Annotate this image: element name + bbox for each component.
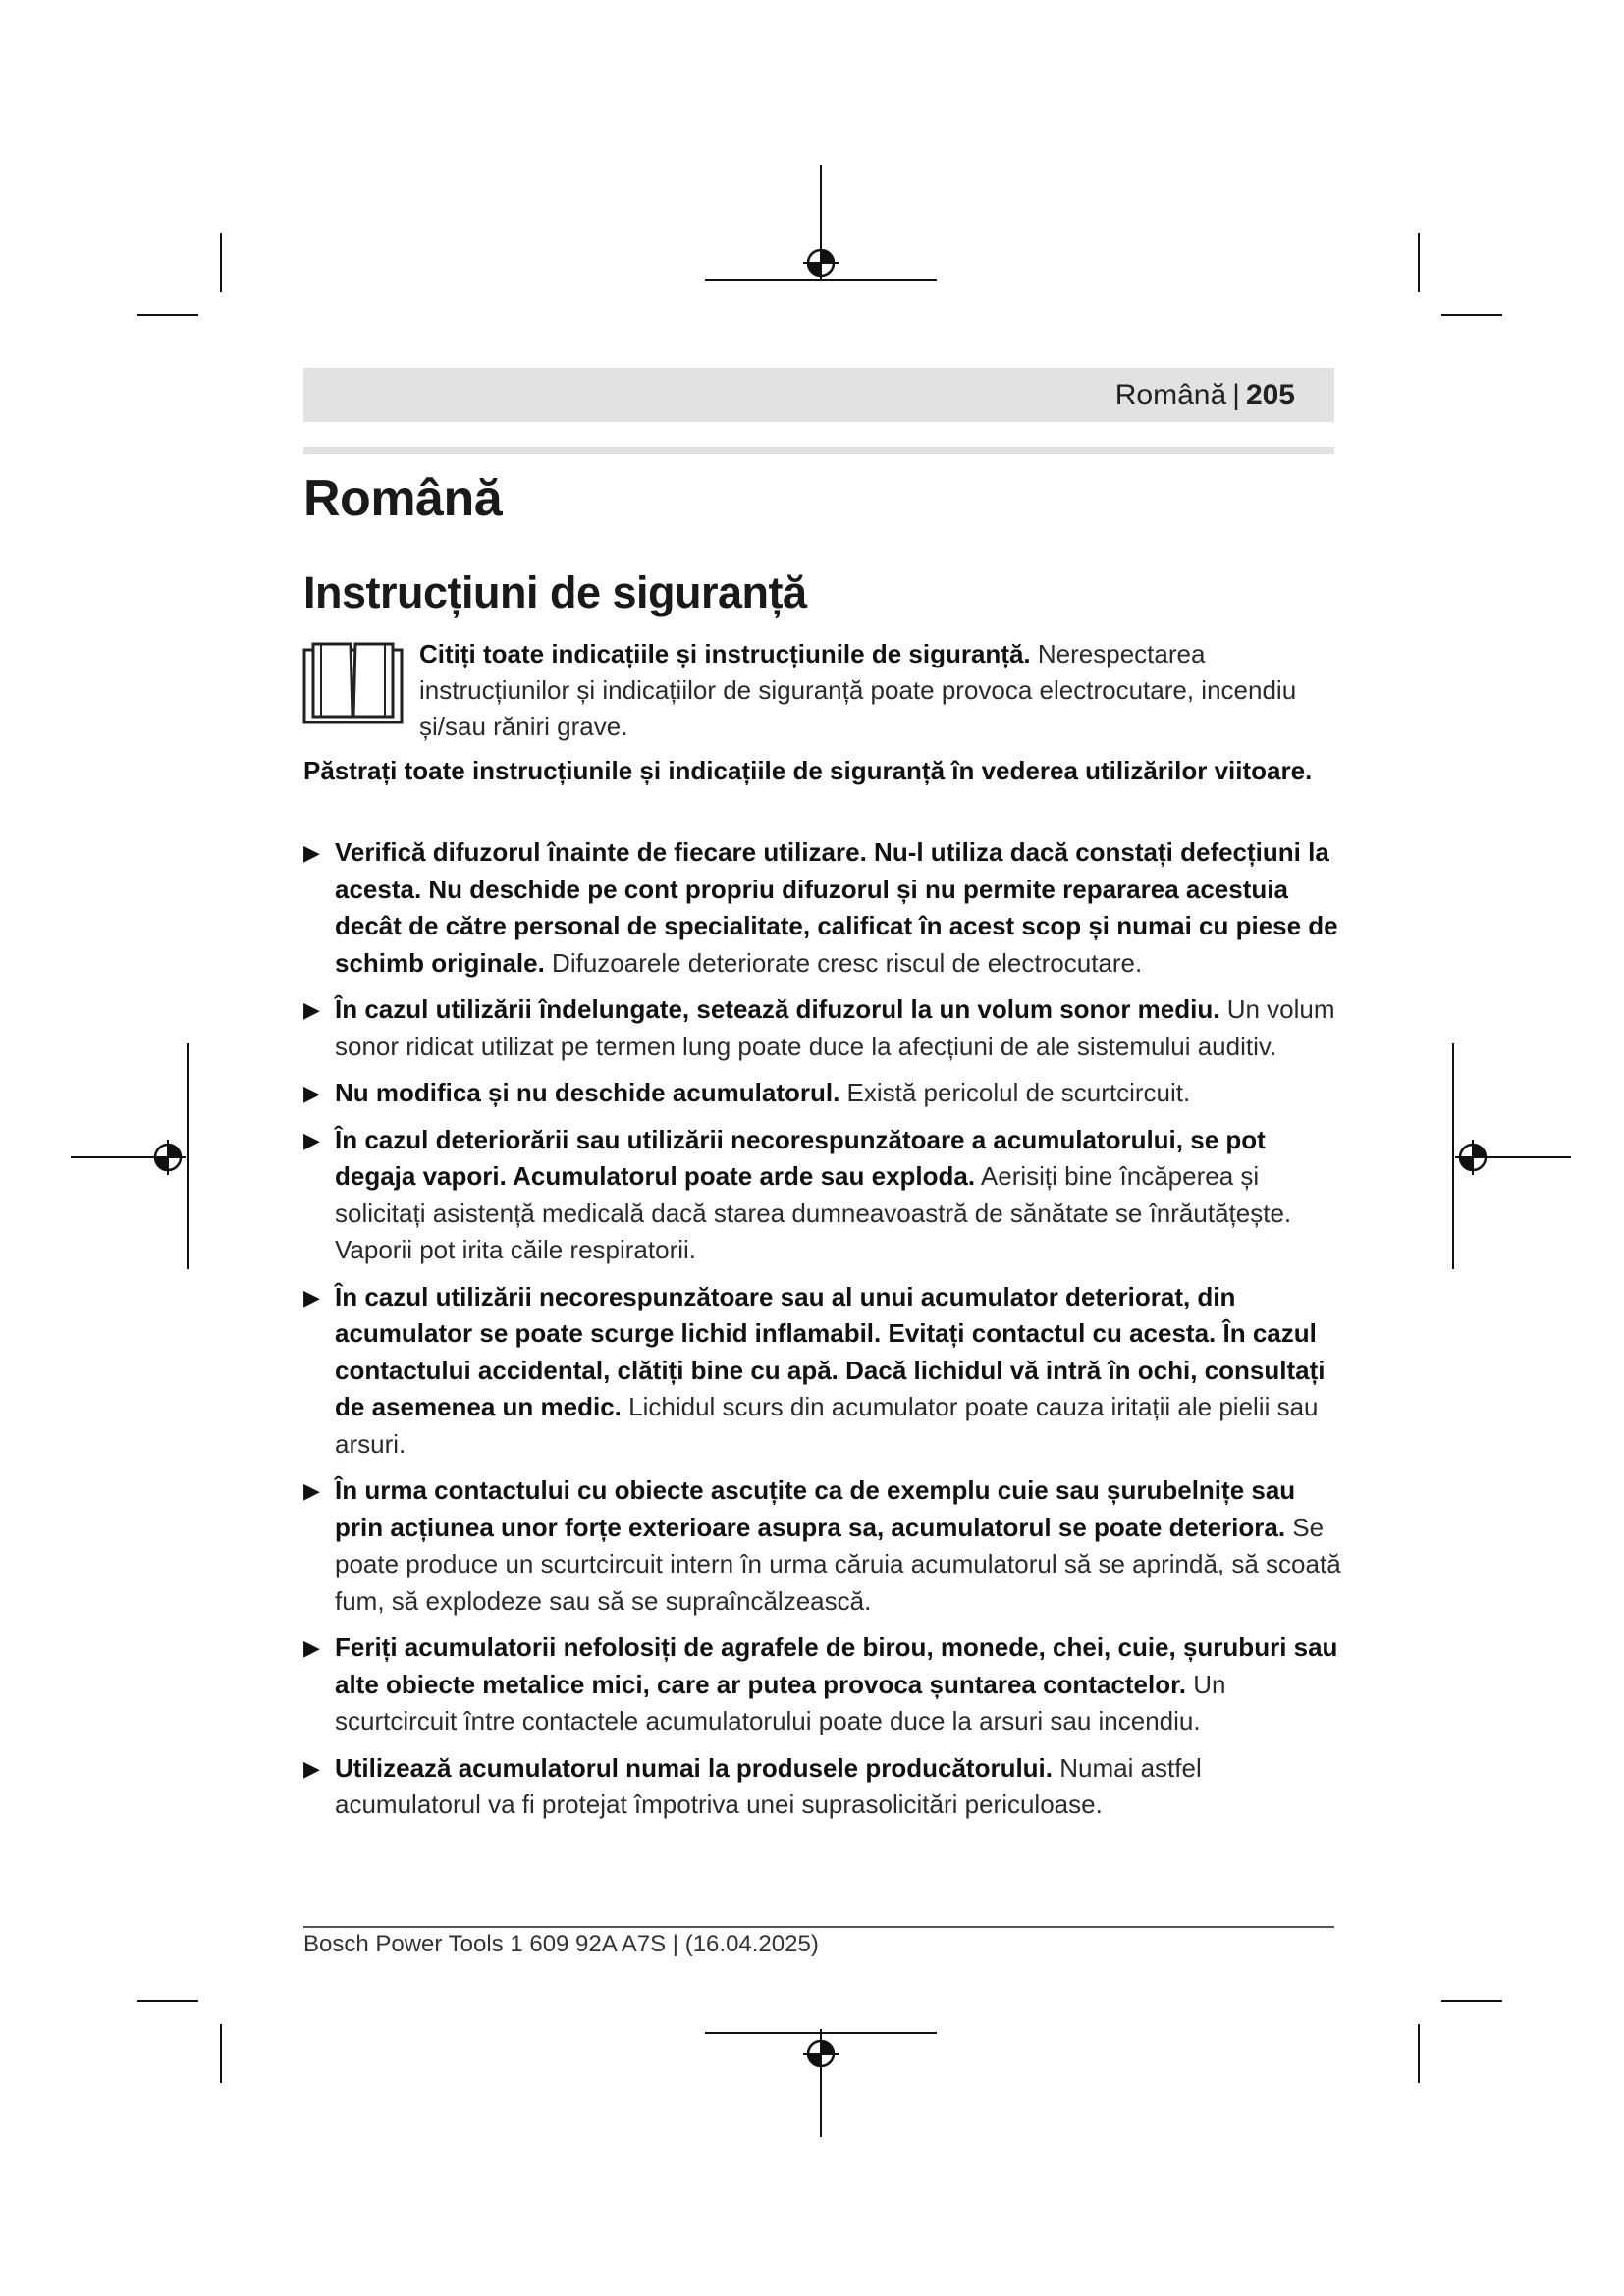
crop-mark [220, 2024, 222, 2083]
crop-mark [1441, 314, 1502, 316]
triangle-bullet-icon: ▶ [303, 997, 320, 1022]
list-item [303, 1629, 1346, 1740]
item-text: Numai astfel acumulatorul va fi protejat împotriva unei suprasolicitări periculoase. [335, 1752, 1202, 1819]
list-item [303, 1279, 1346, 1464]
triangle-bullet-icon: ▶ [303, 1127, 320, 1152]
crop-mark [137, 2000, 198, 2002]
item-bold: Verifică difuzorul înainte de fiecare utilizare. Nu-l utiliza dacă constați defecțiuni la acesta. Nu deschide pe cont propriu difuzorul și nu permite repararea acestuia decât de către personal de specialitate, calificat în acest scop și numai cu piese de schimb originale. [335, 837, 1338, 978]
crop-mark [137, 314, 198, 316]
list-item [303, 1075, 1346, 1112]
intro-text: Nerespectarea instrucțiunilor și indicațiilor de siguranță poate provoca electrocutare, incendiu și/sau răniri grave. [419, 639, 1297, 741]
crosshair-icon [1453, 1138, 1492, 1177]
crop-mark [1418, 2024, 1420, 2083]
triangle-bullet-icon: ▶ [303, 1478, 320, 1503]
running-header [1115, 379, 1295, 412]
book-icon [301, 638, 405, 728]
item-text: Difuzoarele deteriorate cresc riscul de electrocutare. [544, 947, 1143, 978]
footer: Bosch Power Tools 1 609 92A A7S | (16.04.2025) [303, 1931, 819, 1957]
keep-instructions-notice: Păstrați toate instrucțiunile și indicațiile de siguranță în vederea utilizărilor viitoare. [303, 756, 1313, 785]
crosshair-icon [801, 243, 840, 283]
page-title: Română [303, 470, 503, 527]
list-item [303, 1750, 1346, 1824]
intro-paragraph [419, 636, 1303, 745]
list-item [303, 1472, 1346, 1620]
list-item [303, 991, 1346, 1065]
item-bold: Feriți acumulatorii nefolosiți de agrafele de birou, monede, chei, cuie, șuruburi sau alte obiecte metalice mici, care ar putea provoca șuntarea contactelor. [335, 1632, 1338, 1699]
item-text: Un scurtcircuit între contactele acumulatorului poate duce la arsuri sau incendiu. [335, 1669, 1226, 1735]
triangle-bullet-icon: ▶ [303, 1081, 320, 1105]
header-language: Română [1114, 379, 1227, 411]
item-bold: În cazul deteriorării sau utilizării necorespunzătoare a acumulatorului, se pot degaja vapori. Acumulatorul poate arde sau exploda. [335, 1124, 1266, 1191]
item-bold: În cazul utilizării necorespunzătoare sau al unui acumulator deteriorat, din acumulator se poate scurge lichid inflamabil. Evitați contactul cu acesta. În cazul contactului accidental, clătiți bine cu apă. Dacă lichidul vă intră în ochi, consultați de asemenea un medic. [335, 1281, 1326, 1421]
triangle-bullet-icon: ▶ [303, 1755, 320, 1781]
item-text: Se poate produce un scurtcircuit intern în urma căruia acumulatorul să se aprindă, să scoată fum, să explodeze sau să se supraîncălzească. [335, 1512, 1341, 1616]
page-number: 205 [1245, 379, 1295, 411]
intro-bold: Citiți toate indicațiile și instrucțiunile de siguranță. [419, 639, 1031, 668]
crop-mark [1441, 2000, 1502, 2002]
item-text: Există pericolul de scurtcircuit. [839, 1078, 1191, 1107]
section-title: Instrucțiuni de siguranță [303, 567, 807, 617]
item-bold: Utilizează acumulatorul numai la produsele producătorului. [335, 1752, 1054, 1783]
item-text: Aerisiți bine încăperea și solicitați asistență medicală dacă starea dumneavoastră de sănătate se înrăutățește. Vaporii pot irita căile respiratorii. [335, 1161, 1292, 1264]
list-item [303, 834, 1346, 982]
item-bold: Nu modifica și nu deschide acumulatorul. [335, 1078, 840, 1107]
header-rule [303, 447, 1334, 454]
item-bold: În urma contactului cu obiecte ascuțite ca de exemplu cuie sau șurubelnițe sau prin acțiunea unor forțe exterioare asupra sa, acumulatorul se poate deteriora. [335, 1475, 1296, 1542]
crop-mark [220, 233, 222, 292]
crosshair-icon [148, 1138, 188, 1177]
item-text: Lichidul scurs din acumulator poate cauza iritații ale pielii sau arsuri. [335, 1392, 1319, 1459]
footer-rule [303, 1926, 1334, 1928]
triangle-bullet-icon: ▶ [303, 1635, 320, 1660]
triangle-bullet-icon: ▶ [303, 1284, 320, 1309]
item-text: Un volum sonor ridicat utilizat pe termen lung poate duce la afecțiuni de ale sistemului auditiv. [335, 994, 1335, 1061]
triangle-bullet-icon: ▶ [303, 840, 320, 865]
header-separator: | [1232, 379, 1240, 411]
safety-list [303, 834, 1346, 1834]
item-bold: În cazul utilizării îndelungate, setează difuzorul la un volum sonor mediu. [335, 994, 1220, 1024]
list-item [303, 1122, 1346, 1269]
crop-mark [1418, 233, 1420, 292]
crosshair-icon [801, 2034, 840, 2073]
